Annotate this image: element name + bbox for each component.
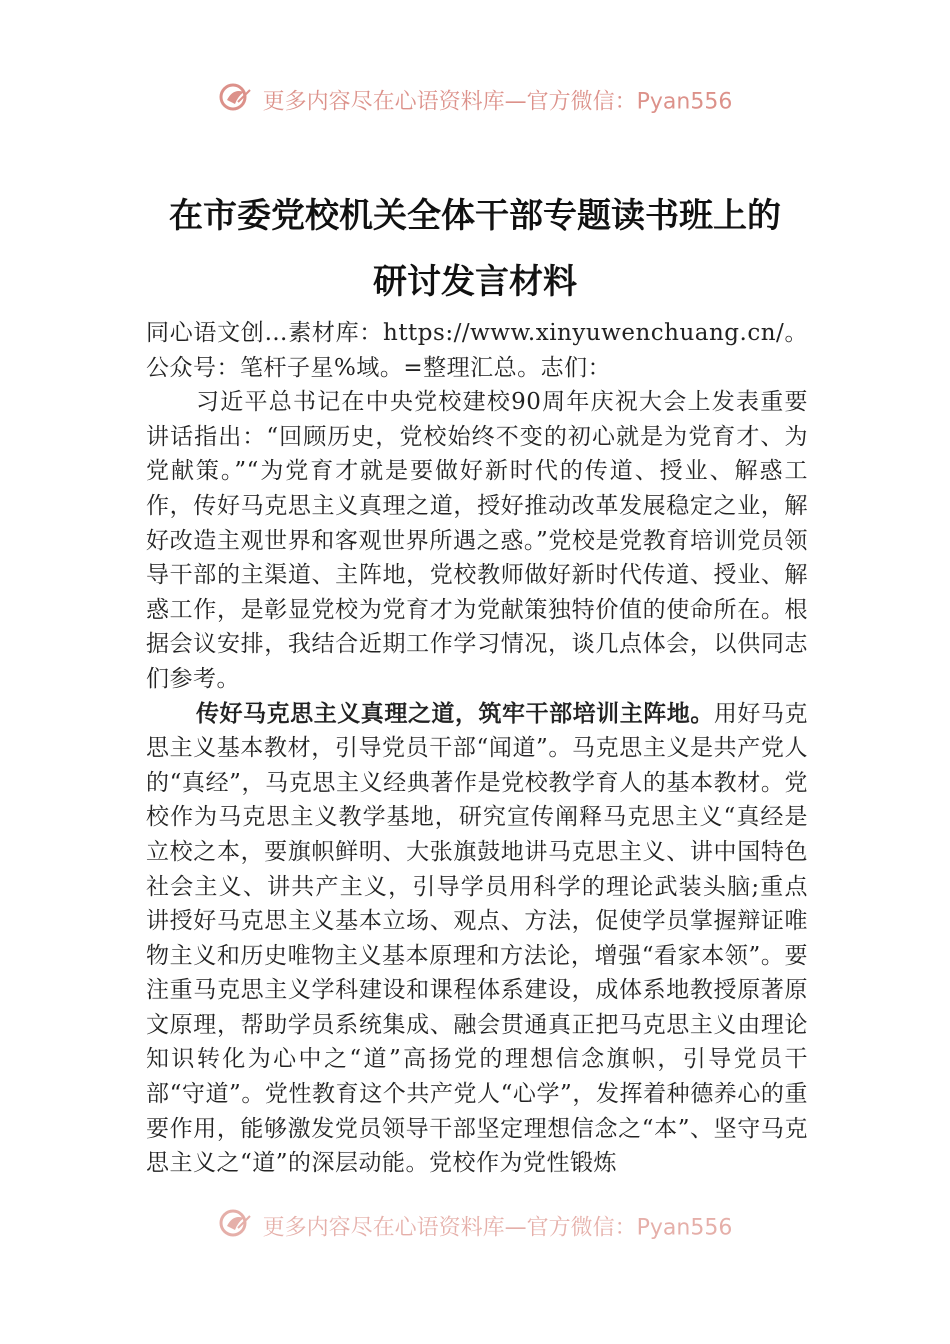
- library-logo-icon: [218, 1208, 252, 1244]
- section-body: 用好马克思主义基本教材，引导党员干部“闻道”。马克思主义是共产党人的“真经”，马克思主义经典著作是党校教学育人的基本教材。党校作为马克思主义教学基地，研究宣传阐释马克思主义“真经是立校之本，要旗帜鲜明、大张旗鼓地讲马克思主义、讲中国特色社会主义、讲共产主义，引导学员用科学的理论武装头脑;重点讲授好马克思主义基本立场、观点、方法，促使学员掌握辩证唯物主义和历史唯物主义基本原理和方法论，增强“看家本领”。要注重马克思主义学科建设和课程体系建设，成体系地教授原著原文原理，帮助学员系统集成、融会贯通真正把马克思主义由理论知识转化为心中之“道”高扬党的理想信念旗帜，引导党员干部“守道”。党性教育这个共产党人“心学”，发挥着种德养心的重要作用，能够激发党员领导干部坚定理想信念之“本”、坚守马克思主义之“道”的深层动能。党校作为党性锻炼: [146, 700, 809, 1177]
- watermark-text: 更多内容尽在心语资料库—官方微信：Pyan556: [262, 89, 733, 115]
- section-heading: 传好马克思主义真理之道，筑牢干部培训主阵地。: [196, 699, 714, 727]
- source-note: 同心语文创…素材库：https://www.xinyuwenchuang.cn/。公众号：笔杆子星%域。=整理汇总。志们：: [146, 320, 808, 381]
- watermark-footer: [0, 1208, 950, 1244]
- document-body: [146, 316, 808, 1181]
- paragraph-intro: 习近平总书记在中央党校建校90周年庆祝大会上发表重要讲话指出：“回顾历史，党校始终不变的初心就是为党育才、为党献策。”“为党育才就是要做好新时代的传道、授业、解惑工作，传好马克思主义真理之道，授好推动改革发展稳定之业，解好改造主观世界和客观世界所遇之惑。”党校是党教育培训党员领导干部的主渠道、主阵地，党校教师做好新时代传道、授业、解惑工作，是彰显党校为党育才为党献策独特价值的使命所在。根据会议安排，我结合近期工作学习情况，谈几点体会，以供同志们参考。: [146, 389, 808, 692]
- document-title-line-1: 在市委党校机关全体干部专题读书班上的: [169, 196, 781, 236]
- paragraph-section-1: [146, 697, 808, 1181]
- watermark-text: 更多内容尽在心语资料库—官方微信：Pyan556: [262, 1215, 733, 1241]
- document-title-line-2: 研讨发言材料: [373, 262, 577, 302]
